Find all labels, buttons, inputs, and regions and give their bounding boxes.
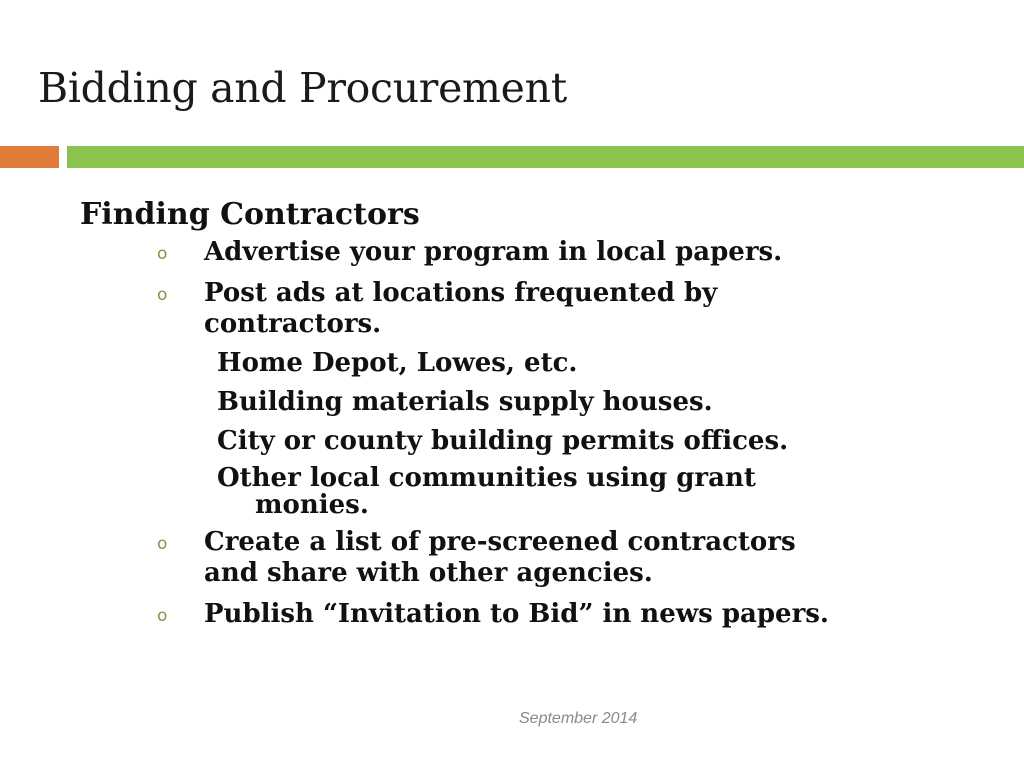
- sub-item: [80, 348, 980, 379]
- sub-item: [80, 463, 980, 521]
- bullet-text: Create a list of pre-screened contractors: [204, 527, 796, 557]
- sub-item-text: City or county building permits offices.: [217, 426, 789, 456]
- bullet-item: [80, 237, 980, 268]
- bullet-item: [80, 278, 980, 340]
- accent-bar-orange: [0, 146, 59, 168]
- sub-item-text: Home Depot, Lowes, etc.: [217, 348, 578, 378]
- bullet-text: Publish “Invitation to Bid” in news papers.: [204, 599, 829, 629]
- bullet-text: Advertise your program in local papers.: [204, 237, 783, 267]
- bullet-marker-icon: o: [157, 244, 168, 264]
- bullet-text: Post ads at locations frequented by: [204, 278, 718, 308]
- footer-date: September 2014: [519, 710, 638, 727]
- slide-title: Bidding and Procurement: [38, 64, 567, 112]
- bullet-marker-icon: o: [157, 285, 168, 305]
- sub-item: [80, 426, 980, 457]
- slide-content: [80, 195, 980, 630]
- bullet-item: [80, 527, 980, 589]
- bullet-text-continued: and share with other agencies.: [204, 558, 653, 588]
- bullet-marker-icon: o: [157, 534, 168, 554]
- sub-item: [80, 387, 980, 418]
- accent-bar-green: [67, 146, 1024, 168]
- sub-item-text: Building materials supply houses.: [217, 387, 713, 417]
- bullet-text-continued: contractors.: [204, 309, 382, 339]
- sub-item-text: Other local communities using grant: [217, 463, 756, 493]
- bullet-marker-icon: o: [157, 606, 168, 626]
- section-heading: Finding Contractors: [80, 197, 420, 232]
- sub-item-text-continued: monies.: [255, 490, 369, 520]
- bullet-item: [80, 599, 980, 630]
